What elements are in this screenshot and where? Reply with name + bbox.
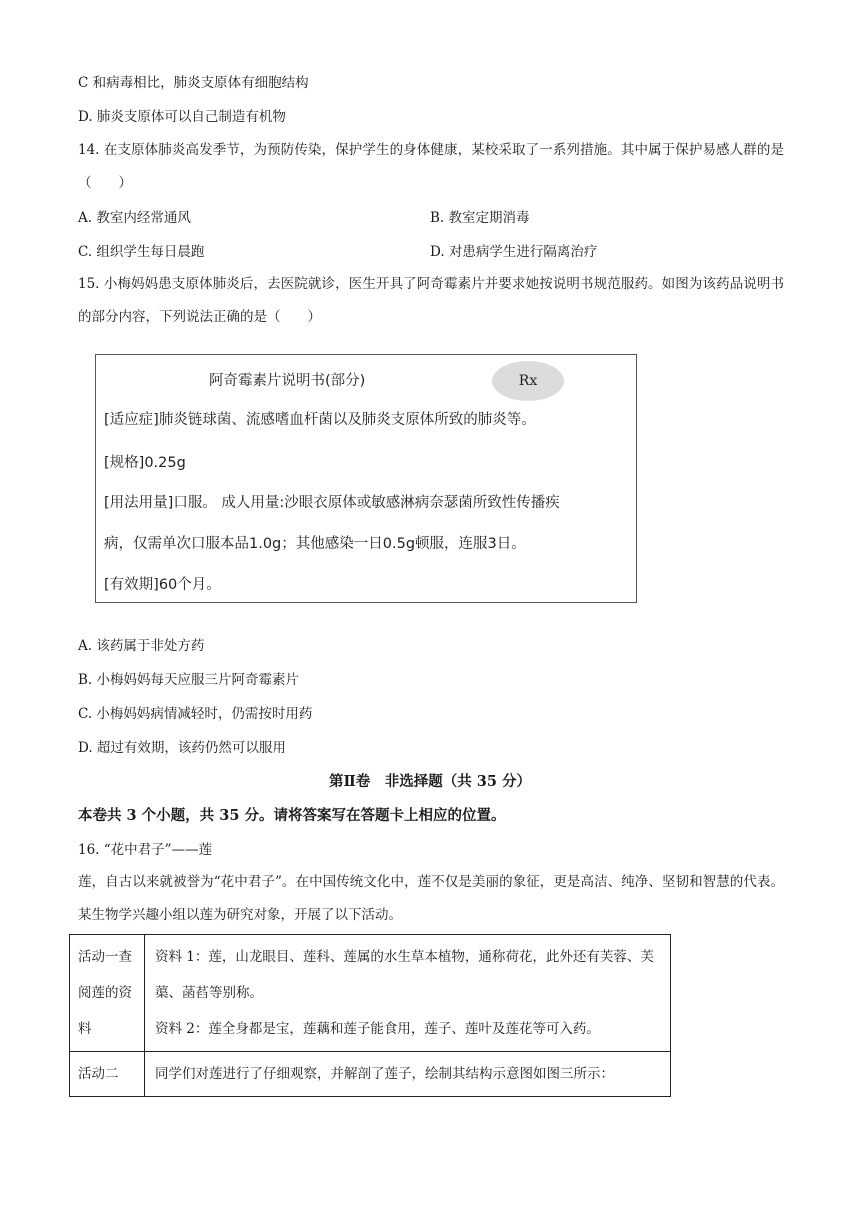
activity1-content — [145, 935, 671, 1052]
q15-option-a: A. 该药属于非处方药 — [78, 638, 205, 654]
leaflet-dosage-1: [用法用量]口服。 成人用量:沙眼衣原体或敏感淋病奈瑟菌所致性传播疾 — [104, 495, 560, 511]
q16-intro: 莲，自古以来就被誉为“花中君子”。在中国传统文化中，莲不仅是美丽的象征，更是高洁、纯净、坚韧和智慧的代表。某生物学兴趣小组以莲为研究对象，开展了以下活动。 — [78, 874, 784, 923]
activity1-info2: 资料 2：莲全身都是宝，莲藕和莲子能食用，莲子、莲叶及莲花等可入药。 — [155, 1021, 600, 1037]
q14-stem: 14. 在支原体肺炎高发季节，为预防传染，保护学生的身体健康，某校采取了一系列措施。其中属于保护易感人群的是（ ） — [78, 142, 784, 191]
table-row — [70, 935, 671, 1052]
leaflet-title: 阿奇霉素片说明书(部分) — [209, 373, 366, 389]
q14-option-a: A. 教室内经常通风 — [78, 210, 191, 226]
table-row — [70, 1052, 671, 1097]
q15-option-d: D. 超过有效期，该药仍然可以服用 — [78, 740, 286, 756]
activity-table — [69, 934, 671, 1097]
q15-stem: 15. 小梅妈妈患支原体肺炎后，去医院就诊，医生开具了阿奇霉素片并要求她按说明书规范服药。如图为该药品说明书的部分内容，下列说法正确的是（ ） — [78, 276, 784, 325]
activity2-content: 同学们对莲进行了仔细观察，并解剖了莲子，绘制其结构示意图如图三所示： — [145, 1052, 671, 1097]
activity1-label: 活动一查阅莲的资料 — [70, 935, 145, 1052]
drug-leaflet — [95, 354, 637, 603]
leaflet-expiry: [有效期]60个月。 — [104, 577, 221, 593]
leaflet-dosage-2: 病，仅需单次口服本品1.0g；其他感染一日0.5g顿服，连服3日。 — [104, 536, 526, 552]
rx-badge: Rx — [492, 361, 564, 401]
q16-heading: 16. “花中君子”——莲 — [78, 842, 213, 858]
section-instruction: 本卷共 3 个小题，共 35 分。请将答案写在答题卡上相应的位置。 — [78, 807, 506, 824]
leaflet-indication: [适应症]肺炎链球菌、流感嗜血杆菌以及肺炎支原体所致的肺炎等。 — [104, 412, 536, 428]
leaflet-spec: [规格]0.25g — [104, 455, 186, 471]
q14-option-c: C. 组织学生每日晨跑 — [78, 244, 205, 260]
q14-option-d: D. 对患病学生进行隔离治疗 — [430, 244, 598, 260]
activity2-label: 活动二 — [70, 1052, 145, 1097]
q14-option-b: B. 教室定期消毒 — [430, 210, 530, 226]
q13-option-c: C 和病毒相比，肺炎支原体有细胞结构 — [78, 75, 309, 91]
q13-option-d: D. 肺炎支原体可以自己制造有机物 — [78, 109, 286, 125]
activity1-info1: 资料 1：莲，山龙眼目、莲科、莲属的水生草本植物，通称荷花，此外还有芙蓉、芙蕖、菡萏等别称。 — [155, 949, 654, 1001]
q15-option-c: C. 小梅妈妈病情减轻时，仍需按时用药 — [78, 706, 313, 722]
section-title: 第Ⅱ卷 非选择题（共 35 分） — [329, 773, 531, 790]
q15-option-b: B. 小梅妈妈每天应服三片阿奇霉素片 — [78, 672, 300, 688]
